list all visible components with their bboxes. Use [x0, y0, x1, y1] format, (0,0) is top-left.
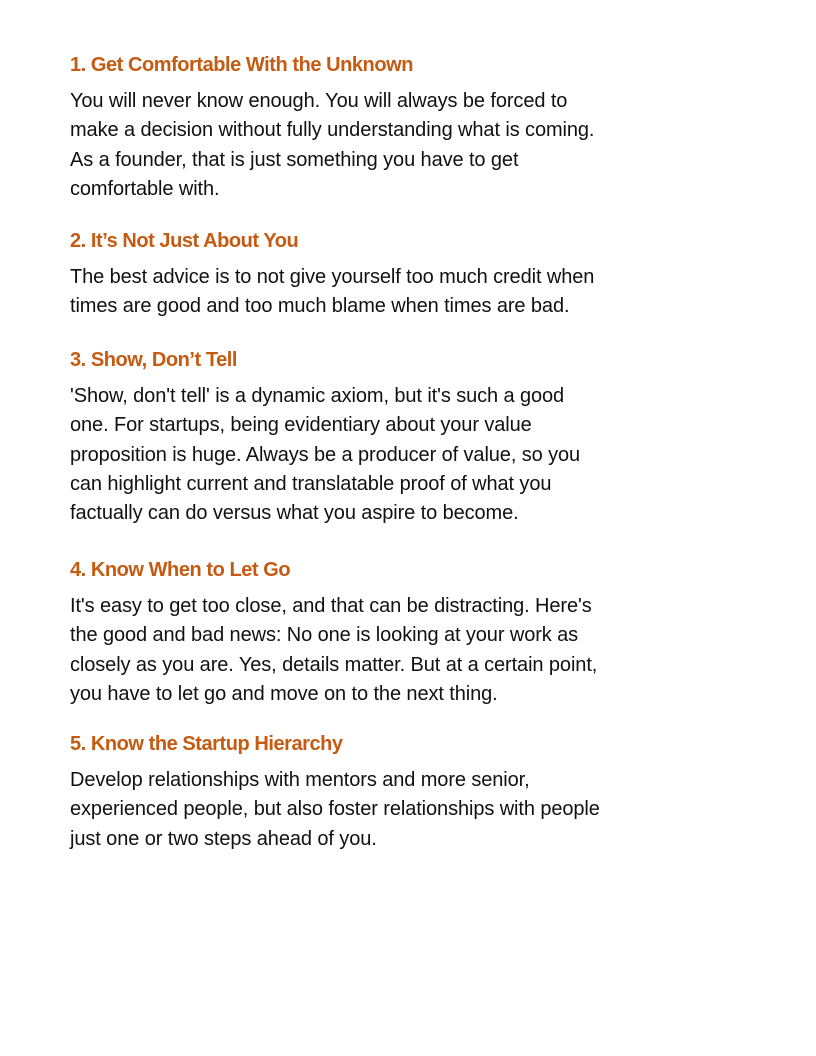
- section-body: You will never know enough. You will always be forced to make a decision without fully understanding what is coming. As a founder, that is just something you have to get comfortable with.: [70, 90, 595, 200]
- section-heading: 3. Show, Don’t Tell: [70, 349, 238, 371]
- section-body: Develop relationships with mentors and more senior, experienced people, but also foster relationships with people just one or two steps ahead of you.: [70, 769, 600, 850]
- section-body: The best advice is to not give yourself too much credit when times are good and too much blame when times are bad.: [70, 266, 595, 318]
- section-startup-hierarchy: [70, 731, 600, 854]
- section-heading: 4. Know When to Let Go: [70, 559, 291, 581]
- section-body: 'Show, don't tell' is a dynamic axiom, but it's such a good one. For startups, being evidentiary about your value proposition is huge. Always be a producer of value, so you can highlight current and translatable proof of what you factually can do versus what you aspire to become.: [70, 385, 581, 525]
- section-body: It's easy to get too close, and that can be distracting. Here's the good and bad news: No one is looking at your work as closely as you are. Yes, details matter. But at a certain point, you have to let go and move on to the next thing.: [70, 595, 598, 705]
- section-heading: 5. Know the Startup Hierarchy: [70, 733, 343, 755]
- section-heading: 2. It’s Not Just About You: [70, 230, 299, 252]
- section-let-go: [70, 557, 597, 709]
- section-heading: 1. Get Comfortable With the Unknown: [70, 54, 413, 76]
- section-get-comfortable: [70, 52, 594, 204]
- section-not-about-you: [70, 228, 594, 322]
- section-show-dont-tell: [70, 347, 580, 528]
